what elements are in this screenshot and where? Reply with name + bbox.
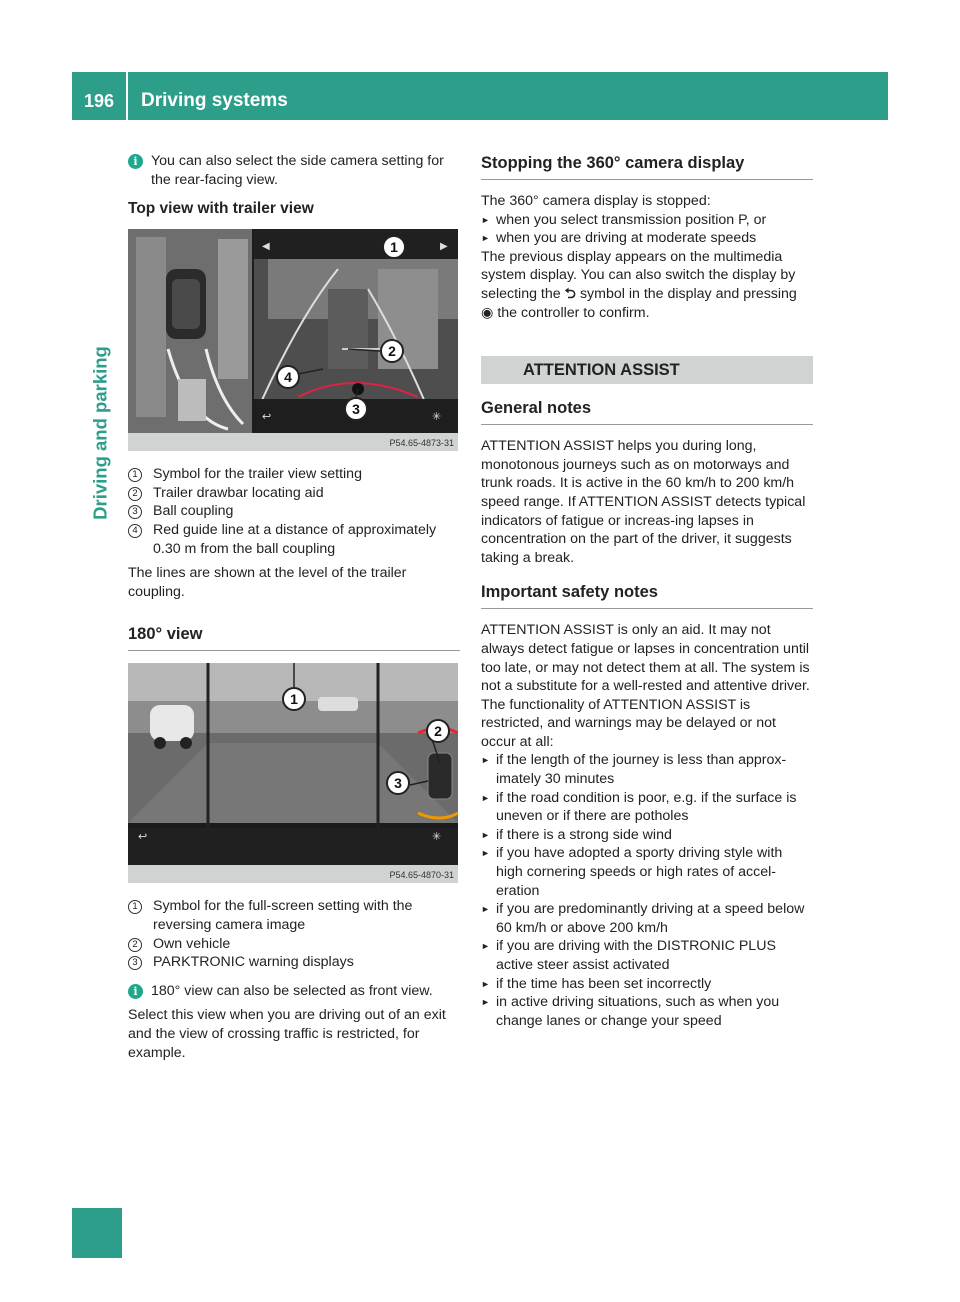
side-tab-label [88, 318, 114, 548]
legend-number: 4 [128, 524, 142, 538]
callout-1: 1 [282, 687, 306, 711]
list-item [481, 229, 813, 248]
general-paragraph: ATTENTION ASSIST helps you during long, monotonous journeys such as on motorways and trunk roads. It is active in the 60 km/h to 200 km/h speed range. If ATTENTION ASSIST detects typical indicators of fatigue or increas-ing lapses in concentration on the part of the driver, it suggests taking a break. [481, 438, 806, 566]
bullet-text: if the length of the journey is less than approx-imately 30 minutes [496, 752, 787, 788]
svg-text:↩: ↩ [262, 410, 272, 424]
bullet-text: if you have adopted a sporty driving style with high cornering speeds or high rates of accel-eration [496, 845, 783, 899]
safety-paragraph-2: The functionality of ATTENTION ASSIST is restricted, and warnings may be delayed or not occur at all: [481, 696, 776, 750]
legend-item [128, 897, 460, 934]
left-column [128, 152, 460, 1062]
side-tab-label-text: Driving and parking [89, 346, 111, 520]
legend-item [128, 953, 460, 972]
list-item [481, 844, 813, 900]
svg-text:↩: ↩ [138, 830, 148, 844]
legend-text: Symbol for the trailer view setting [153, 466, 362, 483]
bullet-text: if you are driving with the DISTRONIC PLUS active steer assist activated [496, 938, 776, 973]
heading-safety-notes: Important safety notes [481, 581, 813, 609]
stop-paragraph [481, 248, 813, 322]
list-item [481, 993, 813, 1030]
bullet-text: if there is a strong side wind [496, 826, 672, 843]
page-title: Driving systems [141, 90, 288, 111]
figure-trailer-view [128, 229, 458, 451]
stop-text-1: The previous display appears on the multimedia system display. You can also switch the display by selecting the [481, 248, 796, 302]
legend-text: Own vehicle [153, 935, 231, 952]
stop-intro: The 360° camera display is stopped: [481, 193, 711, 209]
figure-180-view [128, 663, 458, 883]
legend-number: 2 [128, 487, 142, 501]
list-item [481, 751, 813, 788]
legend-text: Symbol for the full-screen setting with the reversing camera image [153, 898, 413, 933]
callout-4: 4 [276, 365, 300, 389]
legend-item [128, 935, 460, 954]
list-item [481, 937, 813, 974]
svg-text:✳: ✳ [432, 830, 442, 844]
callout-2: 2 [426, 719, 450, 743]
heading-stop-360: Stopping the 360° camera display [481, 152, 813, 180]
list-item [481, 900, 813, 937]
legend-text: Ball coupling [153, 503, 234, 520]
safety-paragraph-1: ATTENTION ASSIST is only an aid. It may not always detect fatigue or lapses in concentration until too late, or may not detect them at all. The system is not a substitute for a well-rested and attentive driver. [481, 622, 810, 695]
trailer-view-image [128, 229, 458, 451]
view180-paragraph: Select this view when you are driving out of an exit and the view of crossing traffic is restricted, for example. [128, 1007, 446, 1061]
legend-number: 3 [128, 505, 142, 519]
info-icon: i [128, 984, 143, 999]
heading-general-notes: General notes [481, 397, 813, 425]
svg-text:✳: ✳ [432, 410, 442, 424]
svg-text:◀: ◀ [262, 241, 270, 253]
bullet-text: when you are driving at moderate speeds [496, 230, 757, 247]
figure-caption: P54.65-4870-31 [389, 870, 454, 881]
callout-3: 3 [386, 771, 410, 795]
bullet-text: if you are predominantly driving at a speed below 60 km/h or above 200 km/h [496, 901, 805, 936]
legend-number: 1 [128, 468, 142, 482]
list-item [481, 826, 813, 845]
safety-bullet-list [481, 751, 813, 1030]
legend-number: 1 [128, 900, 142, 914]
figure-caption: P54.65-4873-31 [389, 438, 454, 449]
heading-trailer-view: Top view with trailer view [128, 200, 314, 218]
legend-text: Trailer drawbar locating aid [153, 484, 324, 501]
callout-3: 3 [344, 397, 368, 421]
view180-legend [128, 897, 460, 971]
stop-text-3: the controller to confirm. [497, 304, 650, 321]
list-item [481, 789, 813, 826]
legend-text: PARKTRONIC warning displays [153, 954, 354, 971]
info-note-text: You can also select the side camera setting for the rear-facing view. [151, 153, 444, 188]
controller-press-icon: ◉ [481, 304, 494, 321]
right-column [481, 152, 813, 1030]
bullet-text: when you select transmission position P, or [496, 211, 767, 228]
section-attention-assist: ATTENTION ASSIST [481, 356, 813, 384]
trailer-paragraph: The lines are shown at the level of the trailer coupling. [128, 565, 407, 600]
legend-item [128, 502, 460, 521]
bullet-text: if the road condition is poor, e.g. if the surface is uneven or if there are potholes [496, 789, 797, 825]
trailer-legend [128, 465, 460, 558]
side-tab-block [72, 1208, 122, 1258]
callout-1: 1 [382, 235, 406, 259]
bullet-text: if the time has been set incorrectly [496, 975, 712, 992]
svg-text:▶: ▶ [440, 241, 448, 253]
legend-text: Red guide line at a distance of approximately 0.30 m from the ball coupling [153, 521, 437, 557]
heading-180-view: 180° view [128, 623, 460, 651]
back-icon: ⮌ [564, 285, 576, 302]
callout-2: 2 [380, 339, 404, 363]
legend-item [128, 465, 460, 484]
legend-item [128, 521, 460, 558]
bullet-text: in active driving situations, such as when you change lanes or change your speed [496, 994, 780, 1029]
legend-number: 2 [128, 938, 142, 952]
info-note-side-camera [128, 152, 460, 189]
list-item [481, 211, 813, 230]
list-item [481, 975, 813, 994]
header-divider [126, 72, 128, 120]
stop-text-2: symbol in the display and pressing [579, 285, 797, 302]
info-note-text: 180° view can also be selected as front view. [151, 982, 433, 999]
info-icon: i [128, 154, 143, 169]
page-number: 196 [84, 91, 115, 111]
info-note-front-view [128, 982, 460, 1001]
legend-item [128, 484, 460, 503]
legend-number: 3 [128, 956, 142, 970]
